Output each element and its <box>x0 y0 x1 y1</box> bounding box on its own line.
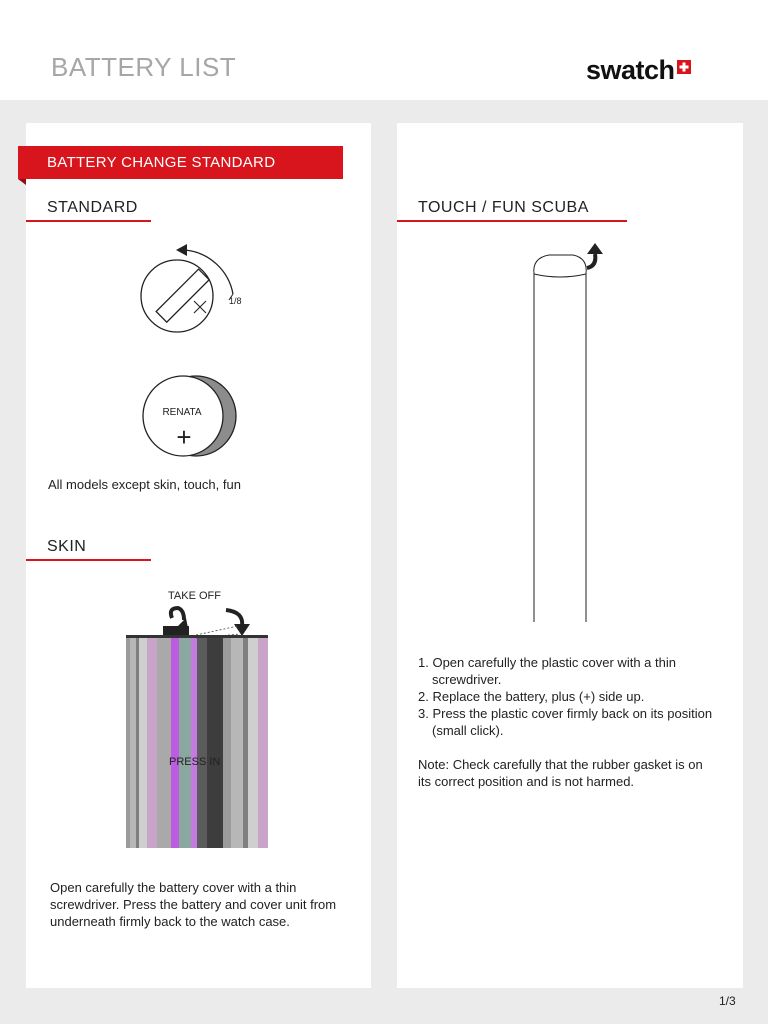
renata-battery-figure <box>140 375 245 460</box>
skin-stripe <box>147 638 157 848</box>
battery-change-banner <box>18 146 343 179</box>
skin-caption: Open carefully the battery cover with a thin screwdriver. Press the battery and cover unit from underneath firmly back to the watch case. <box>50 880 337 929</box>
page-header <box>0 0 768 100</box>
skin-stripe <box>157 638 171 848</box>
skin-case-stripes <box>126 638 268 848</box>
battery-cover-rotation-figure <box>135 238 260 338</box>
battery-label: RENATA <box>162 407 202 418</box>
touch-heading: TOUCH / FUN SCUBA <box>418 199 589 216</box>
skin-stripe <box>207 638 223 848</box>
touch-step-2: 2. Replace the battery, plus (+) side up. <box>418 689 645 704</box>
note-text: Check carefully that the rubber gasket is on its correct position and is not harmed. <box>418 757 703 789</box>
page-number: 1/3 <box>719 994 736 1008</box>
touch-rule <box>397 220 627 222</box>
skin-stripe <box>248 638 258 848</box>
skin-stripe <box>191 638 197 848</box>
skin-stripe <box>223 638 231 848</box>
touch-note <box>418 756 703 790</box>
touch-step-1: 1. Open carefully the plastic cover with a thin screwdriver. <box>418 655 676 687</box>
skin-stripe <box>130 638 136 848</box>
skin-stripe <box>197 638 207 848</box>
skin-stripe <box>126 638 130 848</box>
standard-rule <box>26 220 151 222</box>
skin-stripe <box>171 638 179 848</box>
standard-caption: All models except skin, touch, fun <box>48 477 241 492</box>
battery-plus-sign: + <box>176 422 192 452</box>
touch-steps <box>418 654 728 739</box>
touch-step-3: 3. Press the plastic cover firmly back on its position (small click). <box>418 706 713 738</box>
skin-stripe <box>231 638 243 848</box>
skin-stripe <box>179 638 191 848</box>
swiss-cross-icon <box>677 60 691 74</box>
standard-heading: STANDARD <box>47 199 138 216</box>
skin-watch-figure <box>126 604 268 848</box>
document-title: BATTERY LIST <box>51 52 237 82</box>
logo-wordmark: swatch <box>586 55 675 85</box>
skin-stripe <box>258 638 268 848</box>
skin-stripe <box>243 638 248 848</box>
skin-stripe <box>136 638 139 848</box>
banner-fold <box>18 179 26 185</box>
note-label: Note: <box>418 757 450 772</box>
rotation-label: 1/8 <box>229 296 242 306</box>
skin-heading: SKIN <box>47 538 87 555</box>
swatch-logo <box>586 56 691 84</box>
skin-rule <box>26 559 151 561</box>
banner-label: BATTERY CHANGE STANDARD <box>47 154 276 171</box>
take-off-label: TAKE OFF <box>168 590 221 602</box>
press-in-label: PRESS IN <box>169 756 221 768</box>
touch-watch-figure <box>525 240 610 625</box>
skin-stripe <box>139 638 147 848</box>
